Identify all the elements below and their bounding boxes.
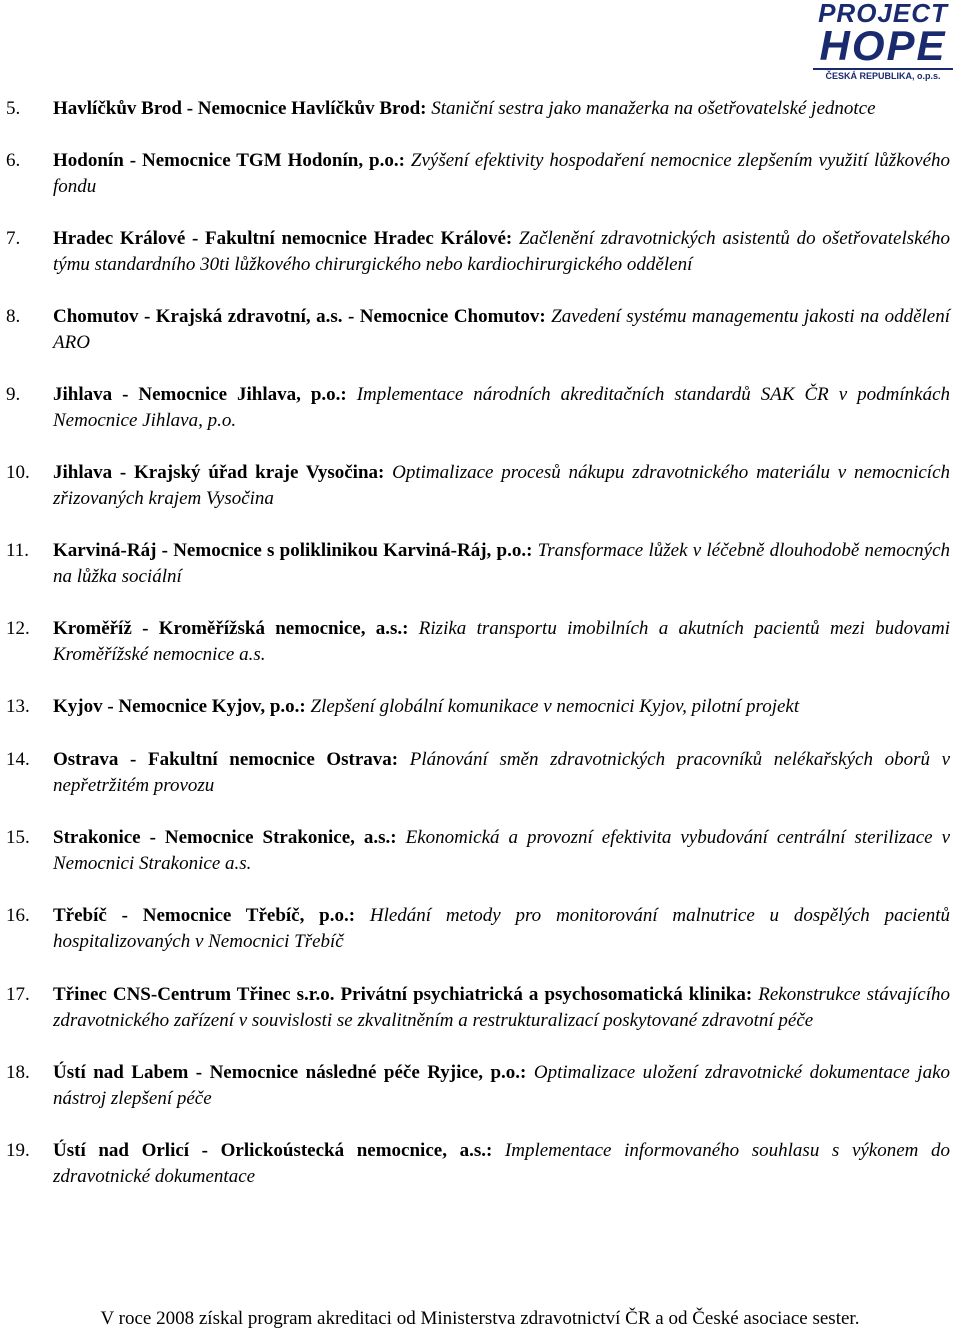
item-topic: Zlepšení globální komunikace v nemocnici Kyjov, pilotní projekt [310,696,800,717]
item-topic: Začlenění zdravotnických asistentů do ošetřovatelského týmu standardního 30ti lůžkového chirurgického nebo kardiochirurgického oddělení [53,228,950,275]
item-number: 6. [6,150,21,171]
list-item [0,694,960,720]
item-number: 9. [6,384,21,405]
item-organization: Ústí nad Orlicí - Orlickoústecká nemocnice, a.s.: [53,1140,493,1161]
list-item [0,747,960,799]
list-item [0,1138,960,1190]
list-item [0,148,960,200]
item-topic: Rizika transportu imobilních a akutních pacientů mezi budovami Kroměřížské nemocnice a.s. [53,618,951,665]
item-topic: Staniční sestra jako manažerka na ošetřovatelské jednotce [431,98,876,119]
item-topic: Implementace národních akreditačních standardů SAK ČR v podmínkách Nemocnice Jihlava, p.o. [53,384,950,431]
item-topic: Optimalizace uložení zdravotnické dokumentace jako nástroj zlepšení péče [53,1062,950,1109]
item-number: 12. [6,618,30,639]
item-organization: Ústí nad Labem - Nemocnice následné péče Ryjice, p.o.: [53,1062,527,1083]
item-organization: Hradec Králové - Fakultní nemocnice Hradec Králové: [53,228,513,249]
item-organization: Ostrava - Fakultní nemocnice Ostrava: [53,749,399,770]
item-number: 17. [6,984,30,1005]
list-item [0,96,960,122]
item-number: 14. [6,749,30,770]
project-list [0,96,960,1190]
item-organization: Třebíč - Nemocnice Třebíč, p.o.: [53,905,356,926]
item-topic: Optimalizace procesů nákupu zdravotnického materiálu v nemocnicích zřizovaných krajem Vysočina [53,462,950,509]
item-number: 5. [6,98,21,119]
item-organization: Třinec CNS-Centrum Třinec s.r.o. Privátní psychiatrická a psychosomatická klinika: [53,984,753,1005]
item-number: 13. [6,696,30,717]
list-item [0,616,960,668]
item-number: 11. [6,540,30,561]
list-item [0,825,960,877]
item-number: 16. [6,905,30,926]
item-organization: Karviná-Ráj - Nemocnice s poliklinikou Karviná-Ráj, p.o.: [53,540,533,561]
item-number: 7. [6,228,21,249]
item-topic: Hledání metody pro monitorování malnutrice u dospělých pacientů hospitalizovaných v Nemocnici Třebíč [53,905,951,952]
item-organization: Strakonice - Nemocnice Strakonice, a.s.: [53,827,397,848]
item-topic: Transformace lůžek v léčebně dlouhodobě nemocných na lůžka sociální [53,540,951,587]
list-item [0,304,960,356]
list-item [0,382,960,434]
item-number: 8. [6,306,21,327]
item-organization: Jihlava - Nemocnice Jihlava, p.o.: [53,384,347,405]
footer-note: V roce 2008 získal program akreditaci od Ministerstva zdravotnictví ČR a od České asociace sester. [100,1308,860,1329]
item-topic: Ekonomická a provozní efektivita vybudování centrální sterilizace v Nemocnici Strakonice a.s. [53,827,951,874]
item-organization: Chomutov - Krajská zdravotní, a.s. - Nemocnice Chomutov: [53,306,546,327]
list-item [0,538,960,590]
list-item [0,226,960,278]
item-number: 15. [6,827,30,848]
item-organization: Havlíčkův Brod - Nemocnice Havlíčkův Brod: [53,98,427,119]
item-topic: Implementace informovaného souhlasu s výkonem do zdravotnické dokumentace [53,1140,951,1187]
list-item [0,982,960,1034]
project-hope-logo [810,0,956,82]
item-topic: Zvýšení efektivity hospodaření nemocnice zlepšením využití lůžkového fondu [53,150,951,197]
logo-line1: PROJECT [818,0,948,28]
item-organization: Kroměříž - Kroměřížská nemocnice, a.s.: [53,618,409,639]
item-topic: Rekonstrukce stávajícího zdravotnického zařízení v souvislosti se zkvalitněním a restrukturalizací poskytované zdravotní péče [53,984,950,1031]
logo-line3: ČESKÁ REPUBLIKA, o.p.s. [813,68,953,82]
item-number: 19. [6,1140,30,1161]
logo-line2: HOPE [819,22,947,69]
item-organization: Kyjov - Nemocnice Kyjov, p.o.: [53,696,306,717]
list-item [0,1060,960,1112]
item-topic: Plánování směn zdravotnických pracovníků nelékařských oborů v nepřetržitém provozu [53,749,951,796]
item-organization: Hodonín - Nemocnice TGM Hodonín, p.o.: [53,150,405,171]
item-number: 18. [6,1062,30,1083]
item-number: 10. [6,462,30,483]
item-topic: Zavedení systému managementu jakosti na oddělení ARO [53,306,951,353]
item-organization: Jihlava - Krajský úřad kraje Vysočina: [53,462,385,483]
list-item [0,903,960,955]
list-item [0,460,960,512]
